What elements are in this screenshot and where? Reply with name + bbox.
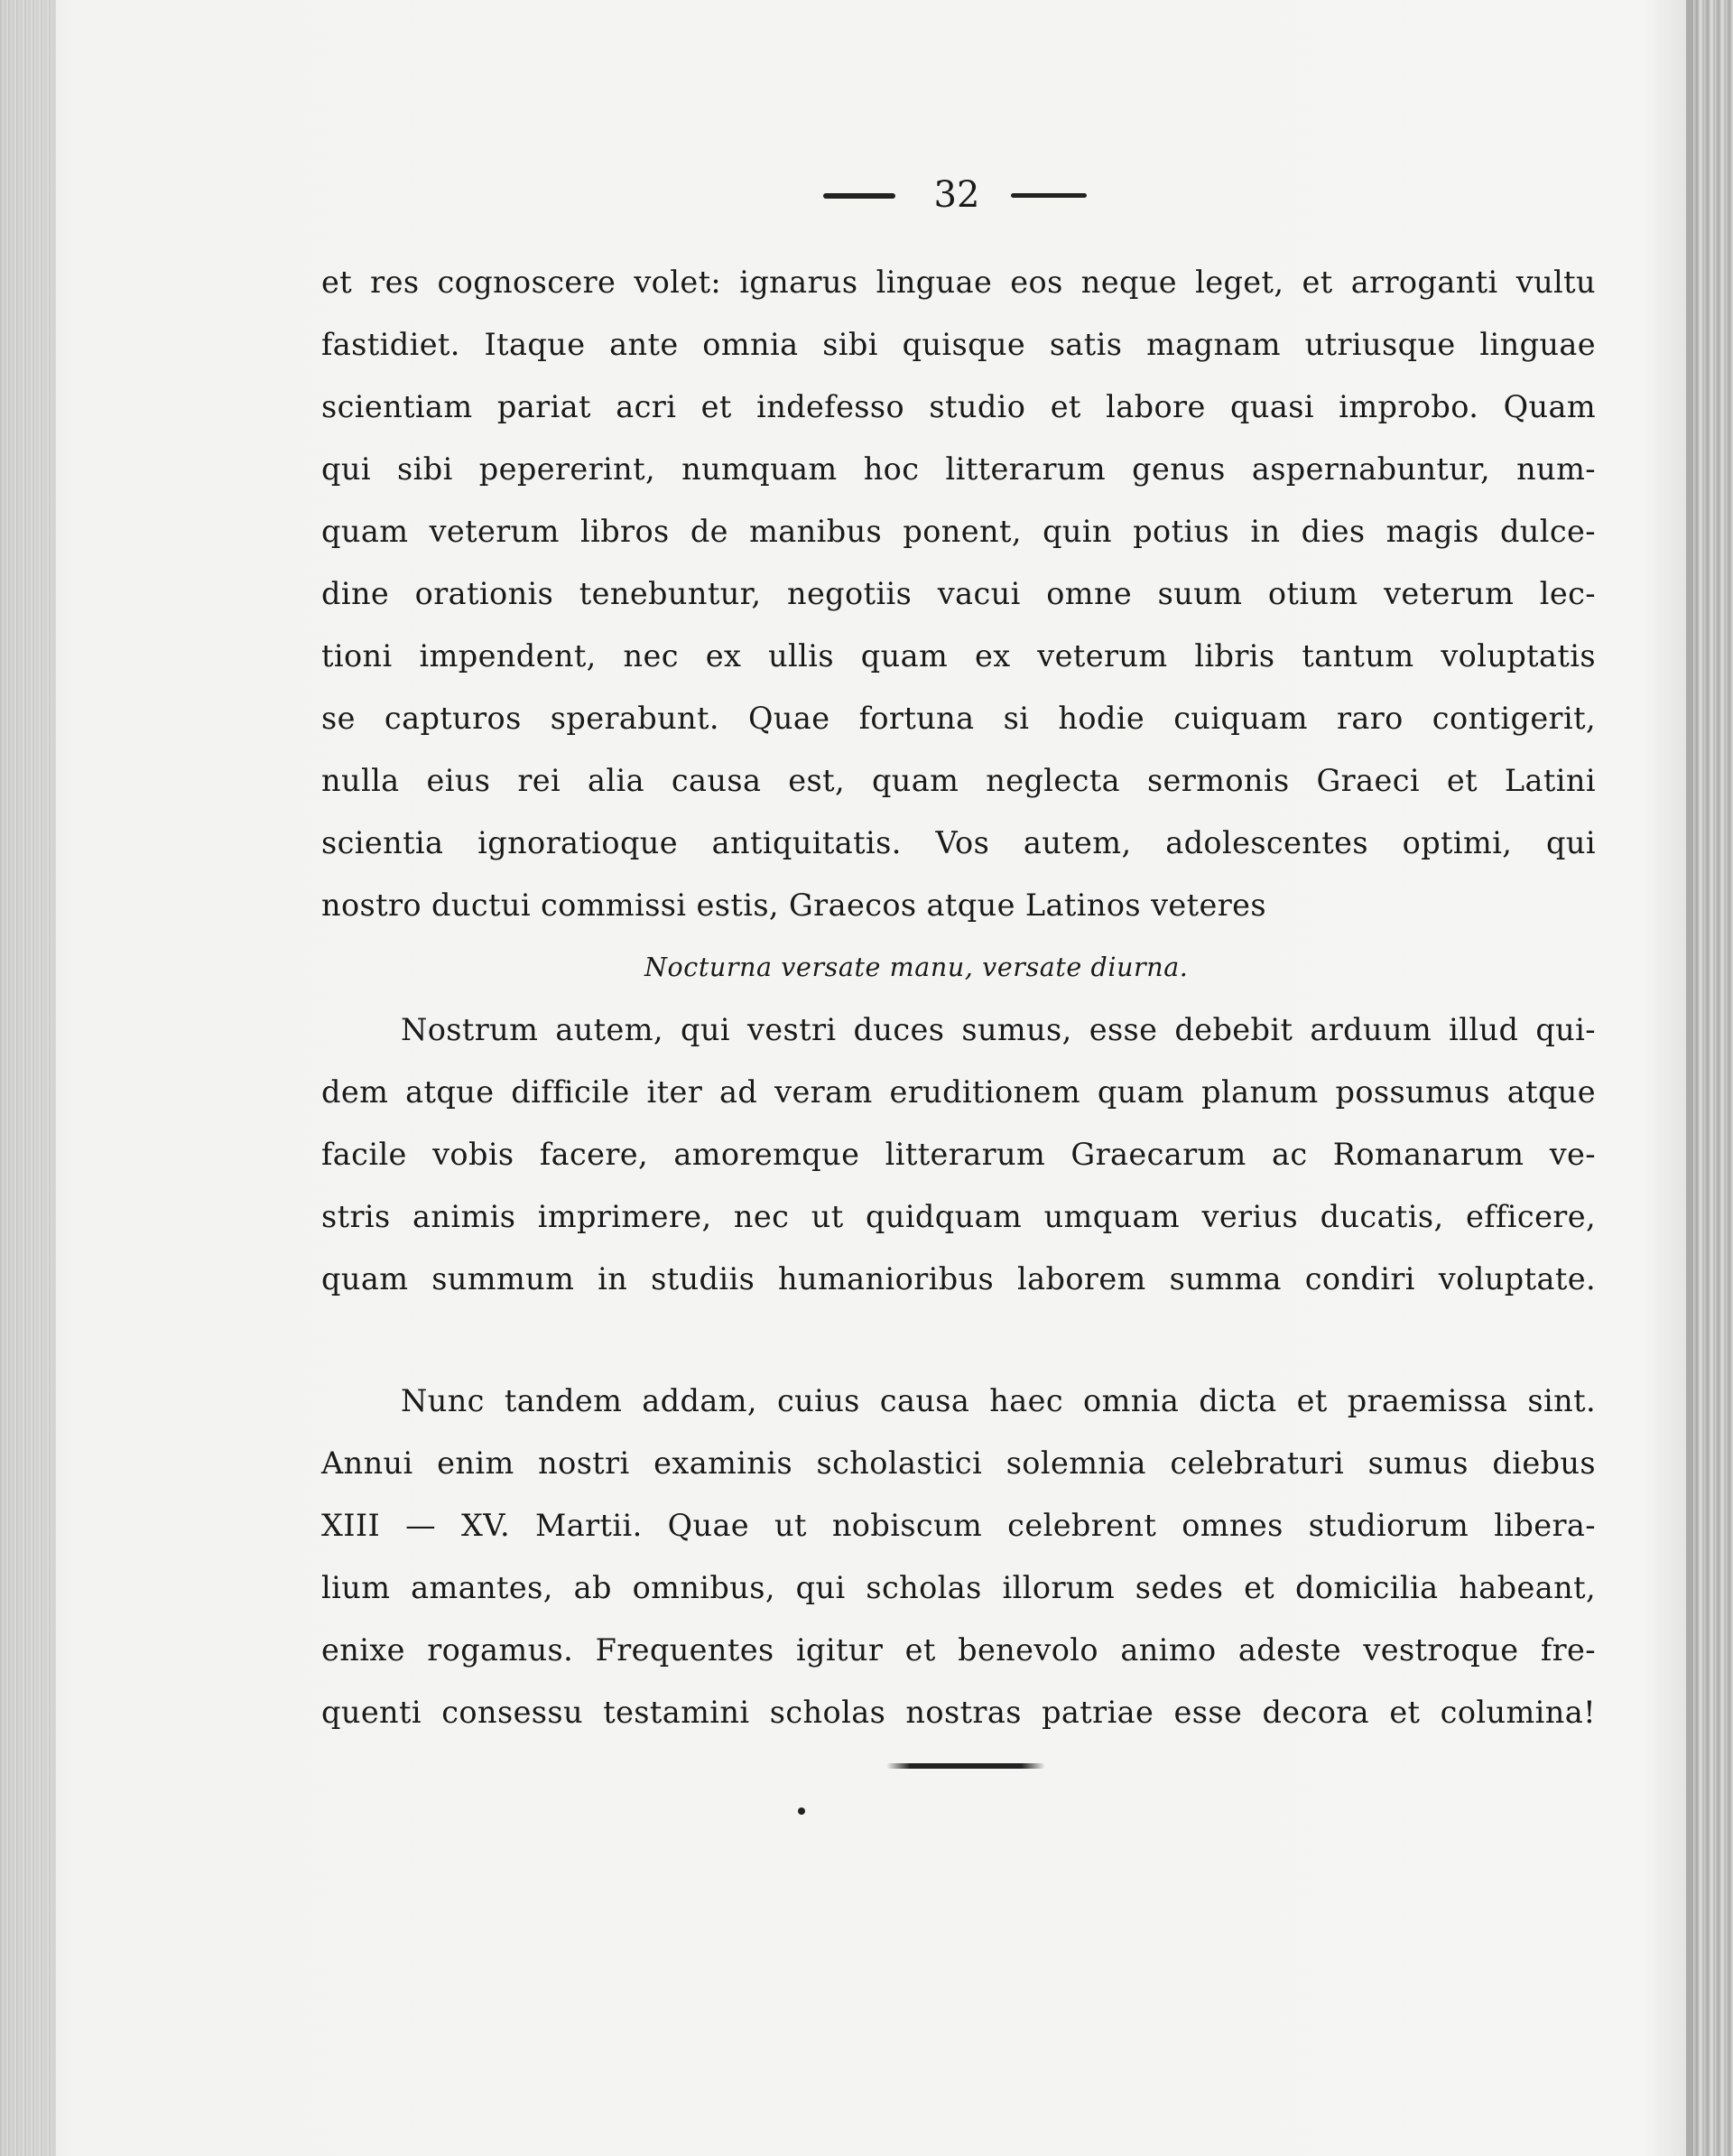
- text-line: fastidiet. Itaque ante omnia sibi quisque satis magnam utriusque linguae: [321, 327, 1596, 362]
- closing-dot: [798, 1808, 805, 1815]
- text-line: XIII — XV. Martii. Quae ut nobiscum celebrent omnes studiorum libera-: [321, 1508, 1596, 1543]
- text-line: Nunc tandem addam, cuius causa haec omnia dicta et praemissa sint.: [401, 1383, 1596, 1418]
- right-page-stack: [1693, 0, 1733, 2156]
- paragraph-3: [321, 1370, 1596, 1743]
- text-line: Annui enim nostri examinis scholastici solemnia celebraturi sumus diebus: [321, 1445, 1596, 1481]
- text-line: tioni impendent, nec ex ullis quam ex veterum libris tantum voluptatis: [321, 638, 1596, 674]
- body-text: [321, 251, 1596, 1743]
- text-line: se capturos sperabunt. Quae fortuna si hodie cuiquam raro contigerit,: [321, 701, 1596, 736]
- text-line: facile vobis facere, amoremque litterarum Graecarum ac Romanarum ve-: [321, 1137, 1596, 1172]
- text-line: nostro ductui commissi estis, Graecos atque Latinos veteres: [321, 887, 1266, 923]
- text-line: qui sibi pepererint, numquam hoc litterarum genus aspernabuntur, num-: [321, 451, 1596, 487]
- paragraph-1: [321, 251, 1596, 936]
- text-line: quenti consessu testamini scholas nostras patriae esse decora et columina!: [321, 1695, 1596, 1730]
- text-line: nulla eius rei alia causa est, quam neglecta sermonis Graeci et Latini: [321, 763, 1596, 798]
- text-line: quam veterum libros de manibus ponent, quin potius in dies magis dulce-: [321, 514, 1596, 549]
- text-line: et res cognoscere volet: ignarus linguae eos neque leget, et arroganti vultu: [321, 265, 1596, 300]
- text-line: lium amantes, ab omnibus, qui scholas illorum sedes et domicilia habeant,: [321, 1570, 1596, 1605]
- page-header: [0, 168, 1733, 222]
- text-line: Nostrum autem, qui vestri duces sumus, esse debebit arduum illud qui-: [401, 1012, 1596, 1047]
- page-edge-shadow: [1686, 0, 1693, 2156]
- page-number: 32: [933, 174, 980, 216]
- text-line: enixe rogamus. Frequentes igitur et benevolo animo adeste vestroque fre-: [321, 1632, 1596, 1668]
- paragraph-2: [321, 999, 1596, 1310]
- header-rule-left: [823, 193, 895, 199]
- text-line: dine orationis tenebuntur, negotiis vacui omne suum otium veterum lec-: [321, 576, 1596, 611]
- left-binding-shadow: [0, 0, 56, 2156]
- closing-rule: [886, 1763, 1045, 1769]
- text-line: quam summum in studiis humanioribus laborem summa condiri voluptate.: [321, 1261, 1596, 1296]
- header-rule-right: [1011, 193, 1087, 198]
- text-line: dem atque difficile iter ad veram eruditionem quam planum possumus atque: [321, 1074, 1596, 1110]
- text-line: scientia ignoratioque antiquitatis. Vos autem, adolescentes optimi, qui: [321, 825, 1596, 860]
- quotation-line: Nocturna versate manu, versate diurna.: [644, 953, 1189, 982]
- text-line: scientiam pariat acri et indefesso studio et labore quasi improbo. Quam: [321, 389, 1596, 424]
- text-line: stris animis imprimere, nec ut quidquam umquam verius ducatis, efficere,: [321, 1199, 1596, 1234]
- paragraph-gap: [321, 1310, 1596, 1370]
